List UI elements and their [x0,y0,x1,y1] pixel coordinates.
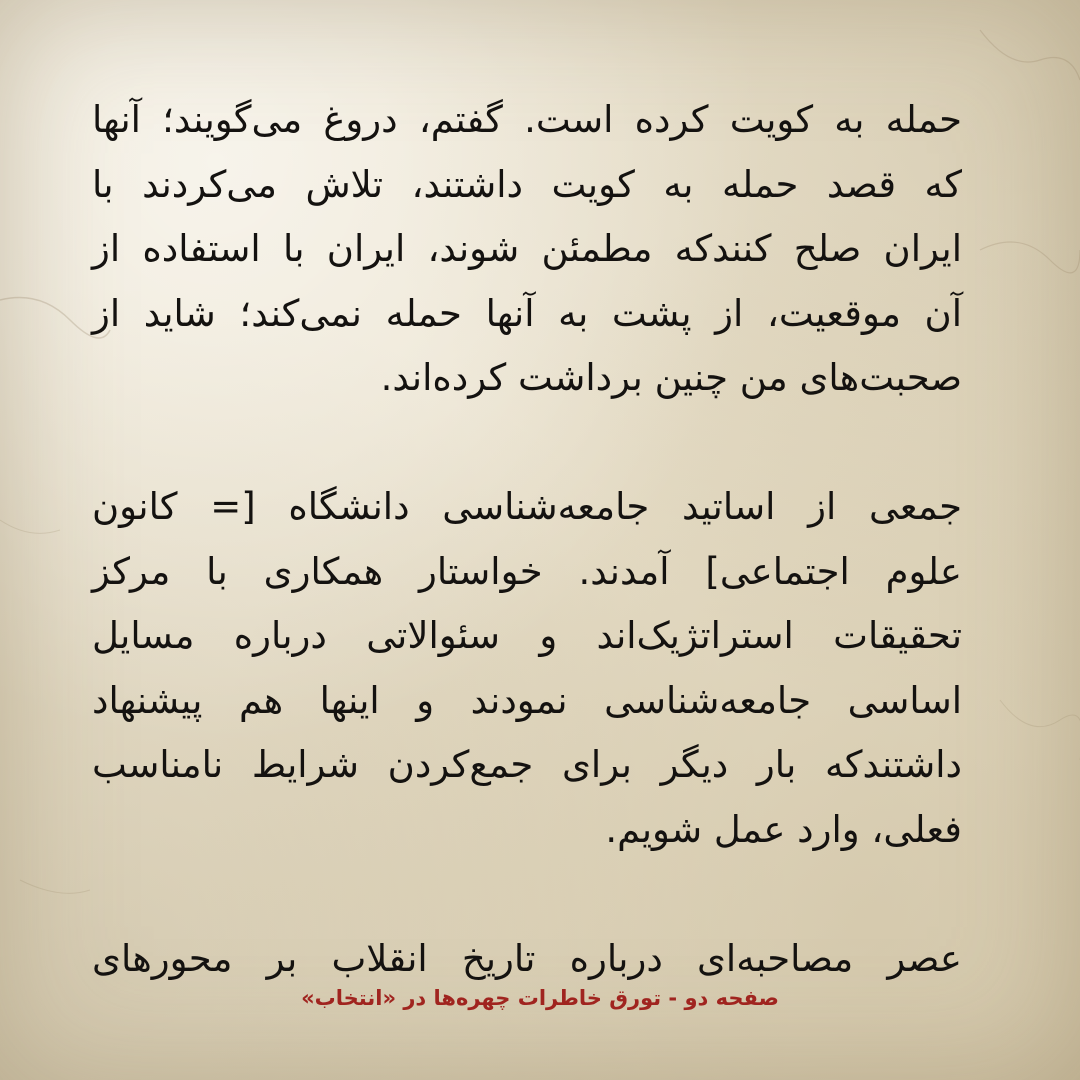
text-line: تحقیقات استراتژیک‌اند و سئوالاتی درباره مسایل [92,614,962,657]
text-line: عصر مصاحبه‌ای درباره تاریخ انقلاب بر محورهای [92,936,962,980]
text-line: حمله به کویت کرده است. گفتم، دروغ می‌گویند؛ آنها [92,98,962,141]
text-line: صحبت‌های من چنین برداشت کرده‌اند. [380,356,962,399]
article-body [92,88,962,991]
text-line: داشتندکه بار دیگر برای جمع‌کردن شرایط نامناسب [92,743,962,786]
text-line: آن موقعیت، از پشت به آنها حمله نمی‌کند؛ شاید از [92,291,962,335]
text-line: جمعی از اساتید جامعه‌شناسی دانشگاه [= کانون [92,485,962,528]
text-line: اساسی جامعه‌شناسی نمودند و اینها هم پیشنهاد [92,678,962,722]
text-line: علوم اجتماعی] آمدند. خواستار همکاری با مرکز [92,549,962,593]
text-line: فعلی، وارد عمل شویم. [605,807,962,851]
paragraph [92,927,962,992]
text-line: ایران صلح کنندکه مطمئن شوند، ایران با استفاده از [92,227,962,270]
paragraph [92,475,962,862]
footer-caption: صفحه دو - تورق خاطرات چهره‌ها در «انتخاب» [301,986,779,1010]
text-line: که قصد حمله به کویت داشتند، تلاش می‌کردند با [92,162,962,206]
paragraph [92,88,962,411]
